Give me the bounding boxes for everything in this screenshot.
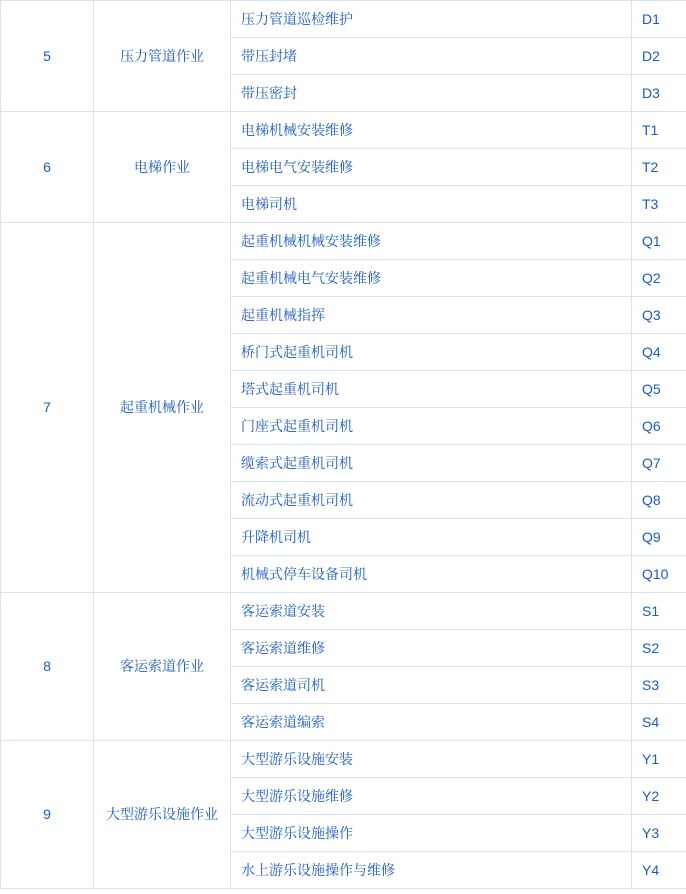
table-body bbox=[1, 1, 686, 889]
item-cell: 起重机械电气安装维修 bbox=[231, 260, 632, 297]
table-row bbox=[1, 741, 686, 778]
group-category-cell: 大型游乐设施作业 bbox=[94, 741, 231, 889]
code-cell: Q10 bbox=[632, 556, 686, 593]
code-cell: S1 bbox=[632, 593, 686, 630]
item-cell: 流动式起重机司机 bbox=[231, 482, 632, 519]
group-index-cell: 7 bbox=[1, 223, 94, 593]
item-cell: 带压封堵 bbox=[231, 38, 632, 75]
group-category-cell: 电梯作业 bbox=[94, 112, 231, 223]
code-cell: D3 bbox=[632, 75, 686, 112]
item-cell: 门座式起重机司机 bbox=[231, 408, 632, 445]
code-cell: Q2 bbox=[632, 260, 686, 297]
item-cell: 大型游乐设施安装 bbox=[231, 741, 632, 778]
code-cell: Q6 bbox=[632, 408, 686, 445]
item-cell: 电梯电气安装维修 bbox=[231, 149, 632, 186]
item-cell: 客运索道维修 bbox=[231, 630, 632, 667]
code-cell: T3 bbox=[632, 186, 686, 223]
code-cell: Q8 bbox=[632, 482, 686, 519]
group-index-cell: 6 bbox=[1, 112, 94, 223]
table-row bbox=[1, 593, 686, 630]
item-cell: 缆索式起重机司机 bbox=[231, 445, 632, 482]
group-category-cell: 压力管道作业 bbox=[94, 1, 231, 112]
code-cell: T1 bbox=[632, 112, 686, 149]
item-cell: 带压密封 bbox=[231, 75, 632, 112]
code-cell: Q3 bbox=[632, 297, 686, 334]
code-cell: Q5 bbox=[632, 371, 686, 408]
code-cell: D1 bbox=[632, 1, 686, 38]
item-cell: 大型游乐设施操作 bbox=[231, 815, 632, 852]
item-cell: 升降机司机 bbox=[231, 519, 632, 556]
table-row bbox=[1, 112, 686, 149]
item-cell: 压力管道巡检维护 bbox=[231, 1, 632, 38]
code-cell: D2 bbox=[632, 38, 686, 75]
item-cell: 起重机械指挥 bbox=[231, 297, 632, 334]
item-cell: 大型游乐设施维修 bbox=[231, 778, 632, 815]
code-cell: S3 bbox=[632, 667, 686, 704]
code-cell: Y1 bbox=[632, 741, 686, 778]
code-cell: Y3 bbox=[632, 815, 686, 852]
code-cell: T2 bbox=[632, 149, 686, 186]
item-cell: 机械式停车设备司机 bbox=[231, 556, 632, 593]
code-cell: S4 bbox=[632, 704, 686, 741]
table-row bbox=[1, 1, 686, 38]
item-cell: 电梯机械安装维修 bbox=[231, 112, 632, 149]
code-cell: S2 bbox=[632, 630, 686, 667]
code-cell: Q4 bbox=[632, 334, 686, 371]
group-index-cell: 8 bbox=[1, 593, 94, 741]
item-cell: 客运索道编索 bbox=[231, 704, 632, 741]
item-cell: 桥门式起重机司机 bbox=[231, 334, 632, 371]
item-cell: 水上游乐设施操作与维修 bbox=[231, 852, 632, 889]
group-category-cell: 起重机械作业 bbox=[94, 223, 231, 593]
item-cell: 塔式起重机司机 bbox=[231, 371, 632, 408]
group-category-cell: 客运索道作业 bbox=[94, 593, 231, 741]
code-cell: Y2 bbox=[632, 778, 686, 815]
code-cell: Q1 bbox=[632, 223, 686, 260]
code-cell: Y4 bbox=[632, 852, 686, 889]
group-index-cell: 9 bbox=[1, 741, 94, 889]
code-cell: Q7 bbox=[632, 445, 686, 482]
table-row bbox=[1, 223, 686, 260]
item-cell: 起重机械机械安装维修 bbox=[231, 223, 632, 260]
group-index-cell: 5 bbox=[1, 1, 94, 112]
code-cell: Q9 bbox=[632, 519, 686, 556]
item-cell: 客运索道司机 bbox=[231, 667, 632, 704]
item-cell: 电梯司机 bbox=[231, 186, 632, 223]
item-cell: 客运索道安装 bbox=[231, 593, 632, 630]
